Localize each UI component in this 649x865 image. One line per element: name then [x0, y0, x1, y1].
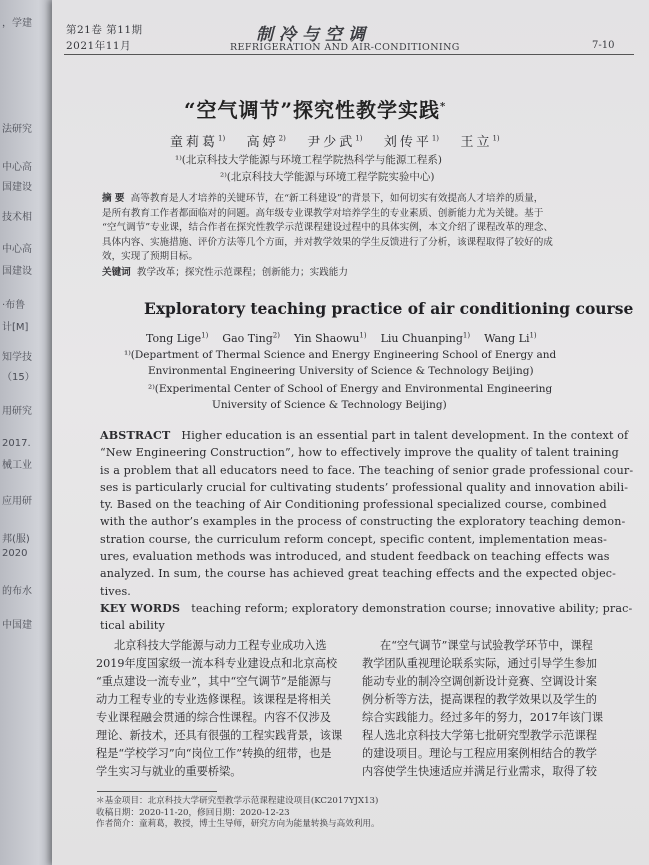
author-cn: 童莉葛$^{1)}$ [170, 134, 226, 150]
affiliation-cn-2: ²⁾(北京科技大学能源与环境工程学院实验中心) [220, 171, 435, 183]
footnote-author-bio: 作者简介：童莉葛，教授，博士生导师，研究方向为能量转换与高效利用。 [96, 819, 380, 829]
affiliation-en-line: ²⁾(Experimental Center of School of Energy and Environmental Engineering [148, 383, 553, 395]
body-line: 理论、新技术，还具有很强的工程实践背景，该课 [96, 729, 343, 742]
affiliation-en-line: University of Science & Technology Beijing) [212, 399, 447, 411]
abstract-en-line: “New Engineering Construction”, how to effectively improve the quality of talent training [100, 446, 619, 460]
prev-page-fragment: 应用研 [2, 496, 32, 507]
header-divider [64, 54, 634, 55]
affiliation-en-line: Environmental Engineering University of Science & Technology Beijing) [148, 365, 534, 377]
abstract-en-line: with the author’s examples in the process of constructing the exploratory teaching demon- [100, 515, 626, 529]
abstract-cn [102, 192, 602, 281]
prev-page-fragment: 国建设 [2, 266, 32, 277]
keywords-cn: 教学改革；探究性示范课程；创新能力；实践能力 [136, 266, 348, 278]
author-cn: 高婷$^{2)}$ [246, 134, 286, 150]
author-cn: 刘传平$^{1)}$ [383, 134, 440, 150]
journal-title-en: REFRIGERATION AND AIR-CONDITIONING [230, 42, 460, 53]
volume-issue: 第21卷 第11期 [66, 24, 143, 36]
keywords-en-label: KEY WORDS [100, 601, 181, 615]
author-cn: 尹少武$^{1)}$ [307, 134, 363, 150]
prev-page-fragment: 械工业 [2, 460, 32, 471]
author-en: Gao Ting$^{2)}$ [222, 331, 280, 345]
abstract-cn-line: 具体内容、实施措施、评价方法等几个方面，并对教学效果的学生反馈进行了分析，该课程取得了较好的成 [102, 236, 553, 248]
body-line: 教学团队重视理论联系实际，通过引导学生参加 [362, 657, 597, 670]
body-line: 能动专业的制冷空调创新设计竞赛、空调设计案 [362, 675, 597, 688]
keywords-en-continued: tical ability [100, 619, 165, 633]
prev-page-fragment: 2020 [2, 548, 28, 559]
title-footnote-mark: * [440, 101, 447, 113]
abstract-cn-line: 效，实现了预期目标。 [102, 251, 198, 263]
prev-page-fragment: 法研究 [2, 124, 32, 135]
authors-en [146, 331, 537, 345]
prev-page-fragment: 知学技 [2, 352, 32, 363]
abstract-cn-line: 高等教育是人才培养的关键环节，在“新工科建设”的背景下，如何切实有效提高人才培养的质量， [130, 193, 544, 204]
abstract-en-line: ty. Based on the teaching of Air Conditioning professional specialized course, combined [100, 498, 607, 512]
body-line: 程是“学校学习”向“岗位工作”转换的纽带，也是 [96, 747, 332, 760]
author-en: Wang Li$^{1)}$ [484, 331, 537, 345]
body-line: 综合实践能力。经过多年的努力，2017年该门课 [362, 711, 604, 724]
abstract-en-line: is a problem that all educators need to face. The teaching of senior grade professional cour- [100, 463, 634, 477]
body-line: “重点建设一流专业”，其中“空气调节”是能源与 [96, 675, 332, 688]
body-line: 程人选北京科技大学第七批研究型教学示范课程 [362, 729, 597, 742]
abstract-en-line: ses is particularly crucial for cultivating students’ professional quality and innovation abili- [100, 480, 629, 494]
prev-page-fragment: 2017. [2, 438, 31, 449]
author-cn: 王立$^{1)}$ [460, 134, 500, 150]
abstract-en-label: ABSTRACT [100, 429, 171, 442]
prev-page-fragment: ，学建 [2, 18, 32, 29]
article-title-cn [184, 94, 446, 123]
keywords-en: teaching reform; exploratory demonstration course; innovative ability; prac- [191, 601, 633, 615]
body-line: 北京科技大学能源与动力工程专业成功入选 [114, 639, 327, 652]
abstract-en [100, 427, 633, 635]
affiliation-en-line: ¹⁾(Department of Thermal Science and Energy Engineering School of Energy and [124, 349, 557, 361]
prev-page-fragment: 中心高 [2, 162, 32, 173]
body-line: 例分析等方法，提高课程的教学效果以及学生的 [362, 693, 597, 706]
footnote-divider [97, 791, 217, 792]
page-range: 7-10 [592, 40, 615, 51]
body-line: 2019年度国家级一流本科专业建设点和北京高校 [96, 657, 338, 670]
body-right-column [362, 637, 603, 781]
body-left-column [96, 637, 342, 781]
prev-page-fragment: 中国建 [2, 620, 32, 631]
prev-page-fragment: 技术相 [2, 212, 32, 223]
body-line: 内容使学生快速适应并满足行业需求，取得了较 [362, 765, 597, 778]
body-line: 专业课程融会贯通的综合性课程。内容不仅涉及 [96, 711, 331, 724]
footnote-dates: 收稿日期：2020-11-20，修回日期：2020-12-23 [96, 807, 290, 818]
prev-page-fragment: 中心高 [2, 244, 32, 255]
prev-page-fragment: 邦(服) [2, 534, 30, 545]
journal-title-cn: 制冷与空调 [256, 25, 371, 45]
issue-date: 2021年11月 [66, 40, 132, 52]
prev-page-fragment: 计[M] [2, 322, 29, 333]
affiliation-cn-1: ¹⁾(北京科技大学能源与环境工程学院热科学与能源工程系) [175, 154, 442, 166]
prev-page-fragment: （15） [2, 372, 35, 383]
prev-page-fragment: 国建设 [2, 182, 32, 193]
author-en: Yin Shaowu$^{1)}$ [293, 331, 367, 345]
abstract-en-line: analyzed. In sum, the course has achieved great teaching effects and the expected objec- [100, 567, 617, 581]
article-title-en: Exploratory teaching practice of air conditioning course [144, 299, 634, 318]
abstract-cn-line: “空气调节”专业课，结合作者在探究性教学示范课程建设过程中的具体实例，本文介绍了课程改革的理念、 [102, 222, 554, 234]
prev-page-fragment: 的布水 [2, 586, 32, 597]
abstract-en-line: tives. [100, 584, 131, 598]
abstract-en-line: Higher education is an essential part in talent development. In the context of [181, 429, 629, 442]
title-cn-text: “空气调节”探究性教学实践 [184, 98, 441, 122]
body-line: 动力工程专业的专业选修课程。该课程是将相关 [96, 693, 331, 706]
author-en: Liu Chuanping$^{1)}$ [380, 331, 471, 345]
body-line: 学生实习与就业的重要桥梁。 [96, 765, 242, 778]
abstract-cn-label: 摘 要 [102, 193, 125, 204]
abstract-cn-line: 是所有教育工作者都面临对的问题。高年级专业课教学对培养学生的专业素质、创新能力尤为关键。基于 [102, 207, 544, 219]
footnotes [96, 796, 380, 831]
abstract-en-line: stration course, the curriculum reform concept, specific content, implementation meas- [100, 532, 608, 546]
keywords-cn-label: 关键词 [102, 266, 131, 278]
authors-cn [170, 131, 500, 150]
prev-page-fragment: ·布鲁 [2, 300, 26, 311]
body-line: 在“空气调节”课堂与试验教学环节中，课程 [380, 639, 593, 652]
prev-page-fragment: 用研究 [2, 406, 32, 417]
journal-page [52, 0, 649, 865]
abstract-en-line: ures, evaluation methods was introduced, and student feedback on teaching effects was [100, 550, 610, 564]
footnote-funding: ＊基金项目：北京科技大学研究型教学示范课程建设项目(KC2017YJX13) [96, 796, 379, 806]
body-line: 的建设项目。理论与工程应用案例相结合的教学 [362, 747, 597, 760]
author-en: Tong Lige$^{1)}$ [146, 331, 209, 345]
